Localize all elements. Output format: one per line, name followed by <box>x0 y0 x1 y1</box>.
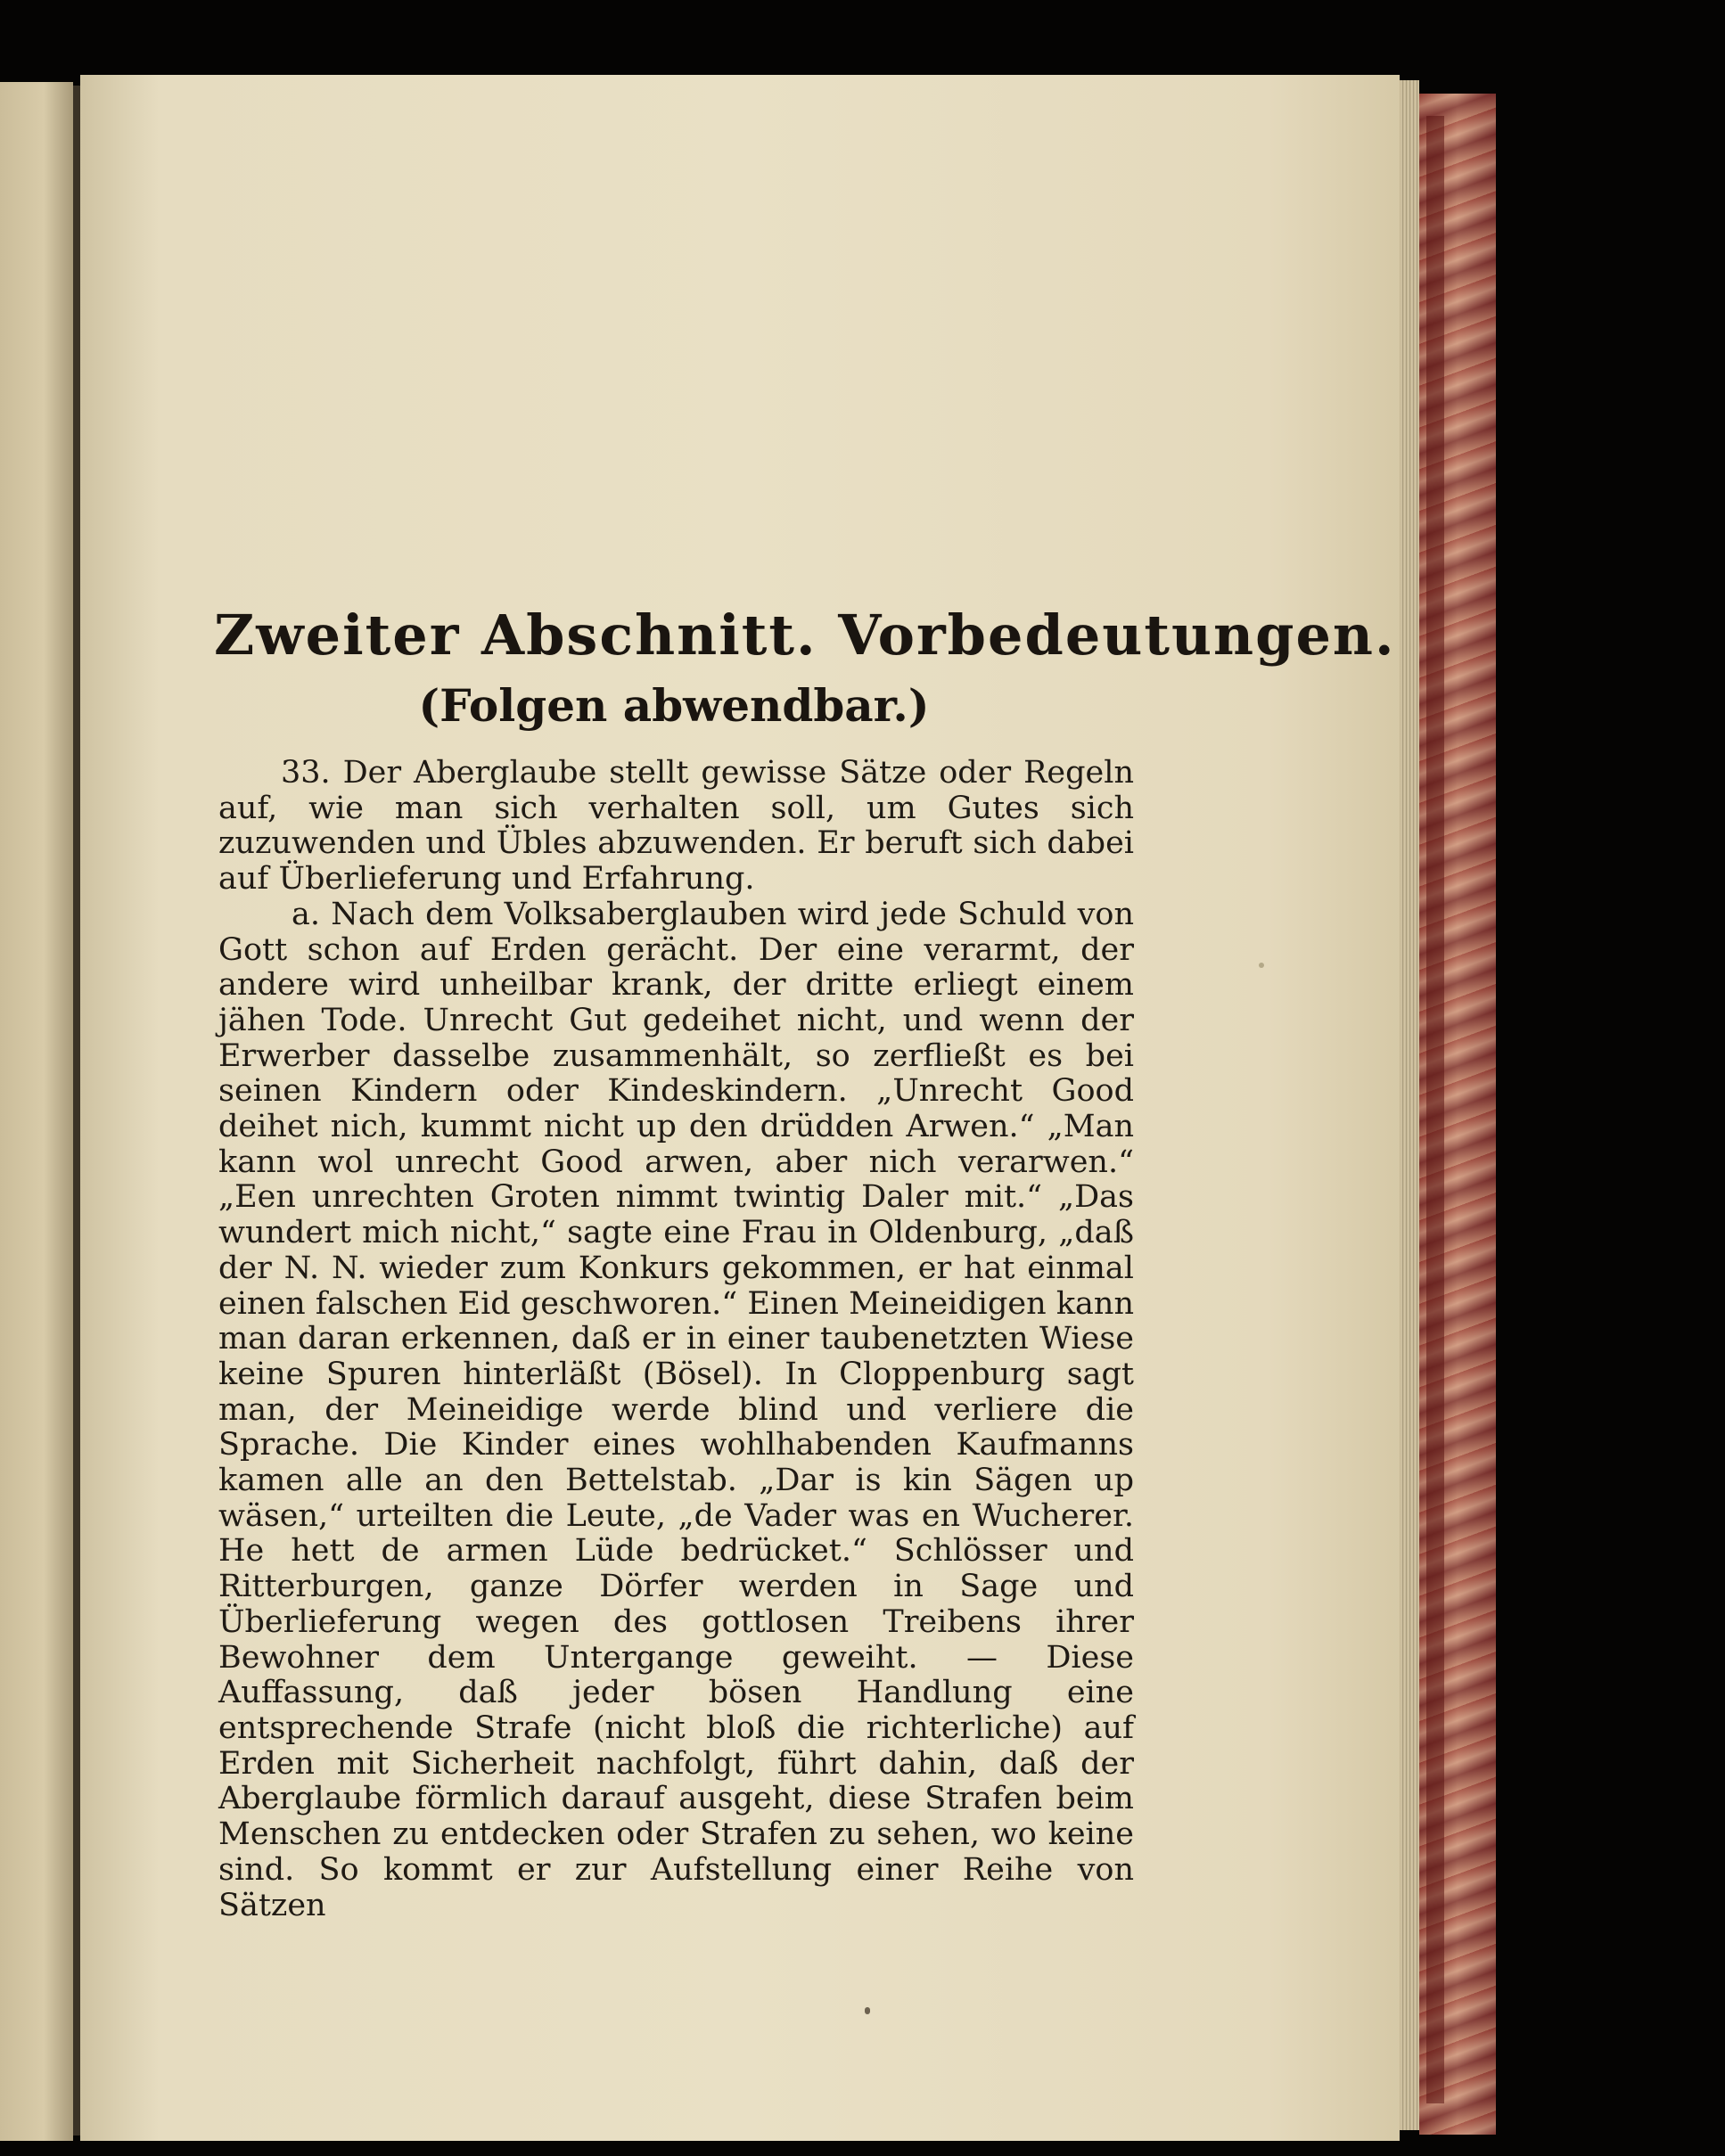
chapter-heading: Zweiter Abschnitt. Vorbedeutungen. <box>214 603 1396 668</box>
paragraph-33: 33. Der Aberglaube stellt gewisse Sätze oder Regeln auf, wie man sich verhalten soll, um Gutes sich zuzuwenden und Übles abzuwenden. Er beruft sich dabei auf Überlieferung und Erfahrung. <box>218 755 1134 898</box>
book-edge-shadow <box>1426 116 1444 2103</box>
page-ink-mark <box>865 2007 870 2014</box>
left-facing-page <box>0 82 73 2141</box>
chapter-subheading: (Folgen abwendbar.) <box>418 679 930 732</box>
left-page-gutter <box>73 86 80 2136</box>
paper-speck <box>1259 963 1264 968</box>
page-edge-stack <box>1400 80 1419 2130</box>
paragraph-a: a. Nach dem Volksaberglauben wird jede Schuld von Gott schon auf Erden gerächt. Der eine verarmt, der andere wird unheilbar krank, der dritte erliegt einem jähen Tode. Unrecht Gut gedeihet nicht, und wenn der Erwerber dasselbe zusammenhält, so zerfließt es bei seinen Kindern oder Kindeskindern. „Unrecht Good deihet nich, kummt nicht up den drüdden Arwen.“ „Man kann wol unrecht Good arwen, aber nich verarwen.“ „Een unrechten Groten nimmt twintig Daler mit.“ „Das wundert mich nicht,“ sagte eine Frau in Oldenburg, „daß der N. N. wieder zum Konkurs gekommen, er hat einmal einen falschen Eid geschworen.“ Einen Meineidigen kann man daran erkennen, daß er in einer taubenetzten Wiese keine Spuren hinterläßt (Bösel). In Cloppenburg sagt man, der Meineidige werde blind und verliere die Sprache. Die Kinder eines wohlhabenden Kaufmanns kamen alle an den Bettelstab. „Dar is kin Sägen up wäsen,“ urteilten die Leute, „de Vader was en Wucherer. He hett de armen Lüde bedrücket.“ Schlösser und Ritterburgen, ganze Dörfer werden in Sage und Überlieferung wegen des gottlosen Treibens ihrer Bewohner dem Untergange geweiht. — Diese Auffassung, daß jeder bösen Handlung eine entsprechende Strafe (nicht bloß die richterliche) auf Erden mit Sicherheit nachfolgt, führt dahin, daß der Aberglaube förmlich darauf ausgeht, diese Strafen beim Menschen zu entdecken oder Strafen zu sehen, wo keine sind. So kommt er zur Aufstellung einer Reihe von Sätzen <box>218 896 1134 1923</box>
body-text <box>218 756 1134 1923</box>
